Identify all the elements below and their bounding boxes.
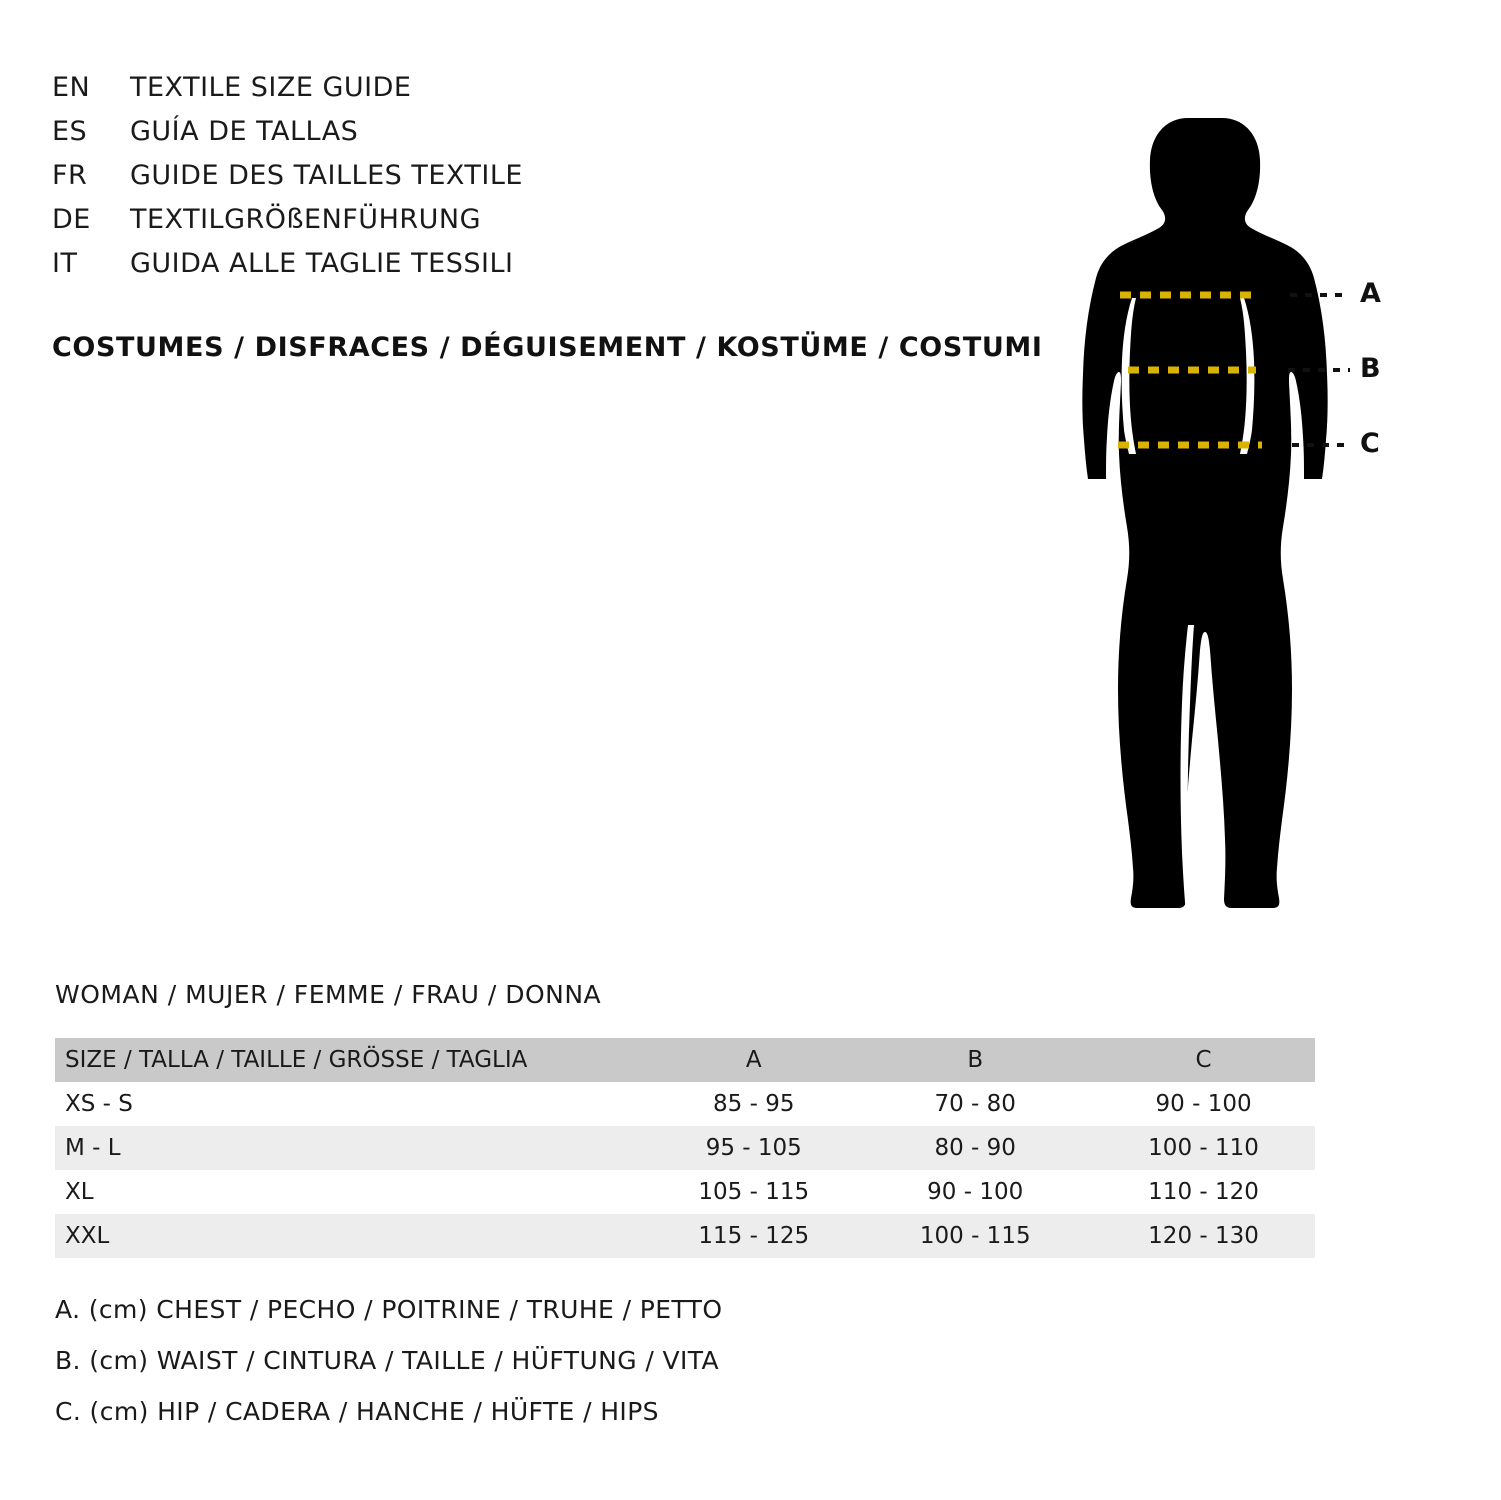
language-code: EN [52, 72, 91, 103]
legend-hip: C. (cm) HIP / CADERA / HANCHE / HÜFTE / HIPS [55, 1397, 659, 1426]
cell-waist: 70 - 80 [934, 1091, 1016, 1117]
table-header-c: C [1195, 1047, 1212, 1073]
cell-size: M - L [65, 1135, 121, 1161]
measure-label-a: A [1360, 278, 1381, 309]
cell-hip: 110 - 120 [1148, 1179, 1259, 1205]
cell-size: XL [65, 1179, 94, 1205]
language-title: GUIDE DES TAILLES TEXTILE [130, 160, 523, 191]
cell-waist: 90 - 100 [927, 1179, 1024, 1205]
legend-chest: A. (cm) CHEST / PECHO / POITRINE / TRUHE / PETTO [55, 1295, 723, 1324]
language-title: GUIDA ALLE TAGLIE TESSILI [130, 248, 514, 279]
measure-label-c: C [1360, 428, 1380, 459]
measure-label-b: B [1360, 353, 1381, 384]
table-row [55, 1214, 1315, 1258]
table-row [55, 1126, 1315, 1170]
table-row [55, 1170, 1315, 1214]
language-row-en [52, 72, 1032, 116]
language-row-de [52, 204, 1032, 248]
woman-silhouette-icon [1020, 60, 1460, 940]
table-title: WOMAN / MUJER / FEMME / FRAU / DONNA [55, 980, 602, 1009]
cell-size: XS - S [65, 1091, 133, 1117]
cell-waist: 80 - 90 [934, 1135, 1016, 1161]
measurement-legend [55, 1295, 722, 1448]
table-header-size: SIZE / TALLA / TAILLE / GRÖSSE / TAGLIA [65, 1047, 528, 1073]
language-title: GUÍA DE TALLAS [130, 116, 359, 147]
table-header-row [55, 1038, 1315, 1082]
language-title: TEXTILE SIZE GUIDE [130, 72, 412, 103]
language-row-es [52, 116, 1032, 160]
table-header-b: B [967, 1047, 984, 1073]
legend-waist: B. (cm) WAIST / CINTURA / TAILLE / HÜFTUNG / VITA [55, 1346, 720, 1375]
cell-chest: 115 - 125 [698, 1223, 810, 1249]
cell-waist: 100 - 115 [919, 1223, 1031, 1249]
language-code: ES [52, 116, 88, 147]
language-list [52, 72, 1032, 292]
cell-hip: 120 - 130 [1148, 1223, 1259, 1249]
language-code: FR [52, 160, 88, 191]
cell-size: XXL [65, 1223, 110, 1249]
language-code: IT [52, 248, 78, 279]
cell-chest: 95 - 105 [705, 1135, 802, 1161]
figure-area [1020, 60, 1460, 940]
language-row-it [52, 248, 1032, 292]
cell-hip: 90 - 100 [1155, 1091, 1252, 1117]
cell-chest: 85 - 95 [713, 1091, 795, 1117]
language-title: TEXTILGRÖßENFÜHRUNG [130, 204, 482, 235]
cell-chest: 105 - 115 [698, 1179, 810, 1205]
table-header-a: A [745, 1047, 762, 1073]
table-row [55, 1082, 1315, 1126]
cell-hip: 100 - 110 [1148, 1135, 1259, 1161]
language-code: DE [52, 204, 91, 235]
size-table [55, 1038, 1315, 1258]
costumes-subtitle: COSTUMES / DISFRACES / DÉGUISEMENT / KOSTÜME / COSTUMI [52, 332, 1043, 363]
language-row-fr [52, 160, 1032, 204]
